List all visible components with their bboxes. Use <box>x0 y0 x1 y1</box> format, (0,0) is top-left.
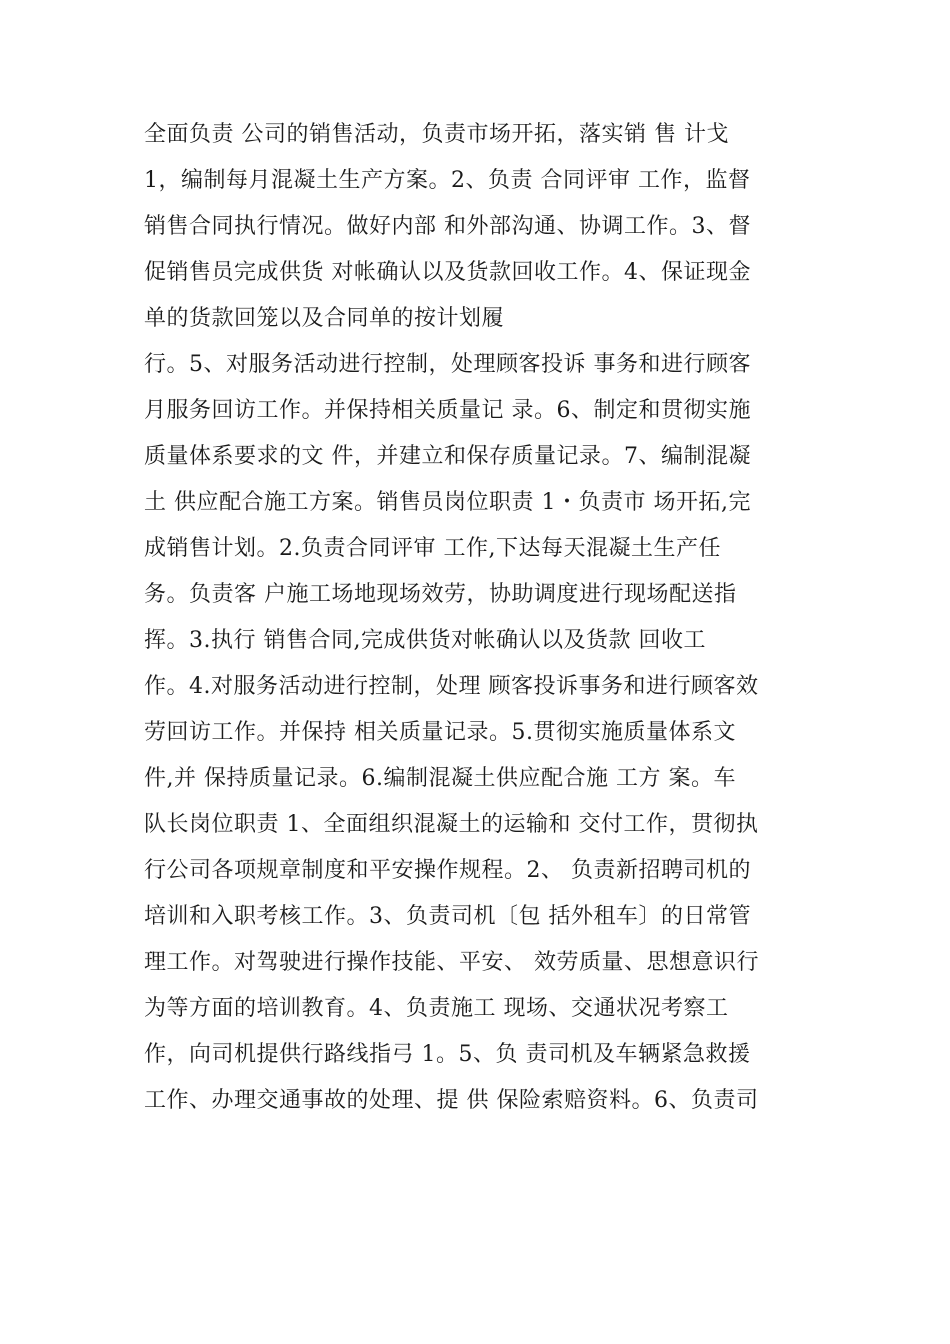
text-line: 挥。3.执行 销售合同,完成供货对帐确认以及货款 回收工 <box>144 628 706 653</box>
text-line: 培训和入职考核工作。3、负责司机〔包 括外租车〕的日常管 <box>144 904 751 929</box>
text-line: 土 供应配合施工方案。销售员岗位职责 1・负责市 场开拓,完 <box>144 490 751 515</box>
text-line: 为等方面的培训教育。4、负责施工 现场、交通状况考察工 <box>144 996 729 1021</box>
text-line: 队长岗位职责 1、全面组织混凝土的运输和 交付工作，贯彻执 <box>144 812 759 837</box>
text-line: 质量体系要求的文 件，并建立和保存质量记录。7、编制混凝 <box>144 444 751 469</box>
text-line: 1，编制每月混凝土生产方案。2、负责 合同评审 工作，监督 <box>144 168 751 193</box>
text-line: 件,并 保持质量记录。6.编制混凝土供应配合施 工方 案。车 <box>144 766 736 791</box>
text-line: 单的货款回笼以及合同单的按计划履 <box>144 306 505 331</box>
text-line: 务。负责客 户施工场地现场效劳，协助调度进行现场配送指 <box>144 582 737 607</box>
text-line: 促销售员完成供货 对帐确认以及货款回收工作。4、保证现金 <box>144 260 751 285</box>
text-line: 作。4.对服务活动进行控制，处理 顾客投诉事务和进行顾客效 <box>144 674 759 699</box>
text-line: 行公司各项规章制度和平安操作规程。2、 负责新招聘司机的 <box>144 858 751 883</box>
text-line: 劳回访工作。并保持 相关质量记录。5.贯彻实施质量体系文 <box>144 720 736 745</box>
body-text <box>144 112 834 1124</box>
text-line: 行。5、对服务活动进行控制，处理顾客投诉 事务和进行顾客 <box>144 352 751 377</box>
text-line: 作，向司机提供行路线指弓 1。5、负 责司机及车辆紧急救援 <box>144 1042 751 1067</box>
text-line: 全面负责 公司的销售活动，负责市场开拓，落实销 售 计戈 <box>144 122 729 147</box>
text-line: 理工作。对驾驶进行操作技能、平安、 效劳质量、思想意识行 <box>144 950 759 975</box>
text-line: 月服务回访工作。并保持相关质量记 录。6、制定和贯彻实施 <box>144 398 751 423</box>
text-line: 工作、办理交通事故的处理、提 供 保险索赔资料。6、负责司 <box>144 1088 759 1113</box>
text-line: 销售合同执行情况。做好内部 和外部沟通、协调工作。3、督 <box>144 214 751 239</box>
text-line: 成销售计划。2.负责合同评审 工作,下达每天混凝土生产任 <box>144 536 721 561</box>
